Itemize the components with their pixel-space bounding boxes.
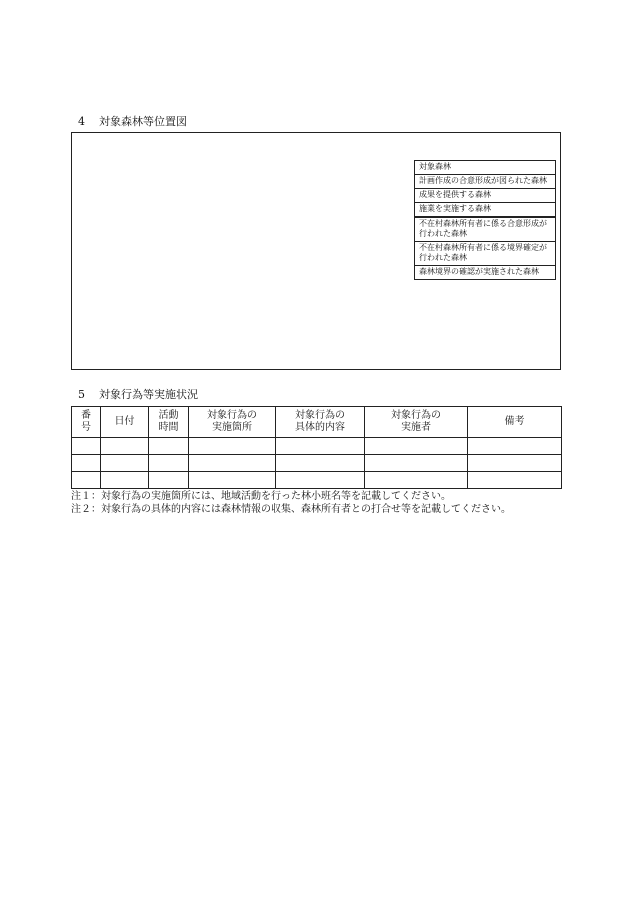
note-1 <box>71 490 563 503</box>
table-row <box>72 455 562 472</box>
note-text: 対象行為の実施箇所には、地域活動を行った林小班名等を記載してください。 <box>101 491 451 502</box>
note-2 <box>71 503 563 516</box>
notes <box>71 490 563 516</box>
table-cell[interactable] <box>189 438 276 455</box>
legend-item: 計画作成の合意形成が図られた森林 <box>415 174 555 188</box>
location-map-area <box>71 132 561 370</box>
table-cell[interactable] <box>72 472 101 489</box>
activity-status-table <box>71 406 562 489</box>
note-label: 注１： <box>71 491 101 502</box>
table-cell[interactable] <box>101 472 149 489</box>
table-cell[interactable] <box>189 472 276 489</box>
table-cell[interactable] <box>468 438 562 455</box>
header-activity-time: 活動 時間 <box>149 407 189 438</box>
table-cell[interactable] <box>276 438 365 455</box>
note-text: 対象行為の具体的内容には森林情報の収集、森林所有者との打合せ等を記載してください。 <box>101 504 511 515</box>
section-5-number: 5 <box>78 388 85 401</box>
section-5-heading <box>78 388 198 401</box>
section-5-title: 対象行為等実施状況 <box>99 388 198 401</box>
table-cell[interactable] <box>365 438 468 455</box>
header-number: 番 号 <box>72 407 101 438</box>
legend-item: 森林境界の確認が実施された森林 <box>415 265 555 279</box>
table-header-row <box>72 407 562 438</box>
legend-item: 不在村森林所有者に係る合意形成が行われた森林 <box>415 216 555 241</box>
note-label: 注２： <box>71 504 101 515</box>
header-location: 対象行為の 実施箇所 <box>189 407 276 438</box>
table-cell[interactable] <box>468 455 562 472</box>
table-cell[interactable] <box>276 455 365 472</box>
table-cell[interactable] <box>149 472 189 489</box>
header-remarks: 備考 <box>468 407 562 438</box>
header-date: 日付 <box>101 407 149 438</box>
table-cell[interactable] <box>365 472 468 489</box>
table-cell[interactable] <box>101 438 149 455</box>
section-4-title: 対象森林等位置図 <box>99 115 187 128</box>
table-row <box>72 438 562 455</box>
table-cell[interactable] <box>72 455 101 472</box>
section-4-number: 4 <box>78 115 85 128</box>
table-cell[interactable] <box>149 438 189 455</box>
table-cell[interactable] <box>149 455 189 472</box>
table-row <box>72 472 562 489</box>
header-content: 対象行為の 具体的内容 <box>276 407 365 438</box>
table-cell[interactable] <box>101 455 149 472</box>
header-performer: 対象行為の 実施者 <box>365 407 468 438</box>
table-cell[interactable] <box>468 472 562 489</box>
table-cell[interactable] <box>276 472 365 489</box>
legend-item: 不在村森林所有者に係る境界確定が行われた森林 <box>415 241 555 265</box>
legend-item: 施業を実施する森林 <box>415 202 555 216</box>
legend-item: 対象森林 <box>419 162 451 171</box>
map-legend <box>414 160 556 280</box>
legend-item: 成果を提供する森林 <box>415 188 555 202</box>
table-cell[interactable] <box>72 438 101 455</box>
section-4-heading <box>78 115 187 128</box>
table-cell[interactable] <box>365 455 468 472</box>
table-cell[interactable] <box>189 455 276 472</box>
